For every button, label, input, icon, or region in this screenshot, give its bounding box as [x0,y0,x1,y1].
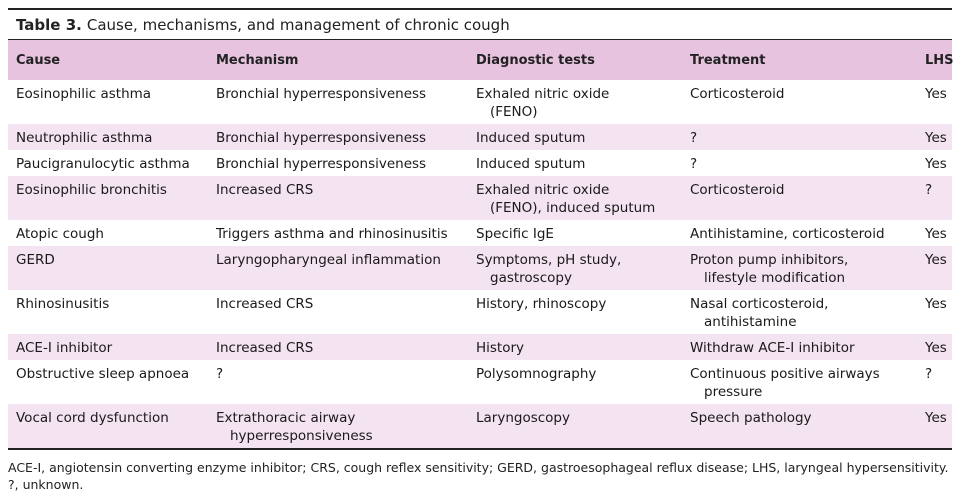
cell-mechanism [208,290,468,334]
table-row [8,220,952,246]
cell-cause-text: Paucigranulocytic asthma [16,156,190,172]
cell-mechanism-text: hyperresponsiveness [230,428,373,444]
cell-cause-text: Eosinophilic asthma [16,86,152,102]
table-row [8,360,952,404]
cell-tests-text: (FENO), induced sputum [490,200,656,216]
cell-mechanism-text: Increased CRS [216,340,314,356]
cell-cause-text: Obstructive sleep apnoea [16,366,190,382]
cell-treatment-text: Nasal corticosteroid, [690,296,829,312]
cell-tests-text: History [476,340,525,356]
cell-tests [468,290,682,334]
cell-cause [8,220,208,246]
cell-mechanism [208,246,468,290]
header-lhs: LHS [917,40,952,80]
cell-treatment-text: Continuous positive airways [690,366,880,382]
cell-lhs: Yes [917,404,952,448]
cell-treatment-text: Speech pathology [690,410,812,426]
cell-tests [468,246,682,290]
table-row [8,176,952,220]
cell-mechanism [208,150,468,176]
cell-lhs: Yes [917,246,952,290]
cell-treatment [682,334,917,360]
cell-tests-text: Exhaled nitric oxide [476,86,610,102]
cell-mechanism [208,404,468,448]
cell-tests [468,80,682,124]
header-cause: Cause [8,40,208,80]
cell-cause [8,124,208,150]
caption-label: Table 3. [16,15,82,34]
cell-tests [468,220,682,246]
cell-cause-text: Atopic cough [16,226,104,242]
table-footnote: ACE-I, angiotensin converting enzyme inhibitor; CRS, cough reflex sensitivity; GERD, gastroesophageal reflux disease; LHS, laryngeal hypersensitivity. ?, unknown. [8,460,949,492]
cell-mechanism [208,334,468,360]
cell-mechanism [208,360,468,404]
caption-text: Cause, mechanisms, and management of chronic cough [86,15,510,34]
header-mechanism: Mechanism [208,40,468,80]
table-row [8,334,952,360]
bottom-rule [8,448,952,450]
cell-lhs: Yes [925,296,947,312]
cell-tests [468,360,682,404]
cell-treatment-text: Corticosteroid [690,182,785,198]
cell-treatment-text: pressure [704,384,763,400]
cell-treatment [682,124,917,150]
cell-cause [8,150,208,176]
cell-tests-text: Polysomnography [476,366,597,382]
cell-cause-text: ACE-I inhibitor [16,340,113,356]
cell-tests-text: Induced sputum [476,130,586,146]
cell-mechanism-text: Triggers asthma and rhinosinusitis [216,226,448,242]
header-diagnostic-tests: Diagnostic tests [468,40,682,80]
cell-cause-text: Rhinosinusitis [16,296,110,312]
cell-treatment [682,150,917,176]
cell-treatment [682,360,917,404]
cell-mechanism-text: Increased CRS [216,296,314,312]
header-row [8,40,952,80]
cell-cause [8,80,208,124]
cell-tests-text: (FENO) [490,104,538,120]
cell-tests [468,124,682,150]
table-body [8,80,952,448]
table-caption [8,10,952,39]
cell-treatment-text: antihistamine [704,314,797,330]
cell-tests-text: History, rhinoscopy [476,296,607,312]
cell-tests-text: gastroscopy [490,270,572,286]
cell-cause-text: GERD [16,252,55,268]
cell-lhs: Yes [917,124,952,150]
cell-mechanism [208,80,468,124]
table-row [8,80,952,124]
cell-tests-text: Induced sputum [476,156,586,172]
cell-cause [8,404,208,448]
cell-mechanism-text: Bronchial hyperresponsiveness [216,86,427,102]
cell-cause-text: Vocal cord dysfunction [16,410,169,426]
cell-treatment-text: Corticosteroid [690,86,785,102]
cell-tests [468,150,682,176]
cell-tests [468,404,682,448]
cell-treatment-text: Withdraw ACE-I inhibitor [690,340,855,356]
cell-tests [468,334,682,360]
cell-treatment-text: Antihistamine, corticosteroid [690,226,885,242]
cell-mechanism-text: Increased CRS [216,182,314,198]
cell-cause [8,334,208,360]
cell-treatment [682,246,917,290]
table-row [8,124,952,150]
cell-lhs: Yes [925,86,947,102]
cell-cause [8,176,208,220]
cell-cause [8,360,208,404]
cell-cause [8,290,208,334]
cell-tests-text: Specific IgE [476,226,554,242]
cell-cause-text: Neutrophilic asthma [16,130,153,146]
cell-treatment [682,404,917,448]
cell-tests-text: Symptoms, pH study, [476,252,622,268]
table-row [8,404,952,448]
cell-mechanism [208,176,468,220]
data-table [8,40,952,448]
cell-tests-text: Laryngoscopy [476,410,570,426]
cell-mechanism-text: ? [216,366,224,382]
cell-mechanism [208,124,468,150]
cell-lhs: ? [917,176,952,220]
cell-treatment [682,80,917,124]
cell-treatment [682,176,917,220]
cell-cause-text: Eosinophilic bronchitis [16,182,167,198]
table-row [8,150,952,176]
cell-lhs: Yes [925,156,947,172]
cell-mechanism-text: Bronchial hyperresponsiveness [216,156,427,172]
cell-mechanism-text: Bronchial hyperresponsiveness [216,130,427,146]
cell-mechanism [208,220,468,246]
cell-treatment-text: ? [690,130,698,146]
cell-treatment-text: Proton pump inhibitors, [690,252,849,268]
cell-treatment [682,220,917,246]
table-row [8,290,952,334]
cell-lhs: ? [925,366,933,382]
table-figure [8,8,952,493]
cell-mechanism-text: Laryngopharyngeal inflammation [216,252,441,268]
cell-mechanism-text: Extrathoracic airway [216,410,356,426]
cell-tests-text: Exhaled nitric oxide [476,182,610,198]
cell-treatment-text: lifestyle modification [704,270,846,286]
cell-treatment-text: ? [690,156,698,172]
cell-lhs: Yes [925,226,947,242]
cell-lhs: Yes [917,334,952,360]
cell-cause [8,246,208,290]
table-row [8,246,952,290]
cell-tests [468,176,682,220]
cell-treatment [682,290,917,334]
header-treatment: Treatment [682,40,917,80]
